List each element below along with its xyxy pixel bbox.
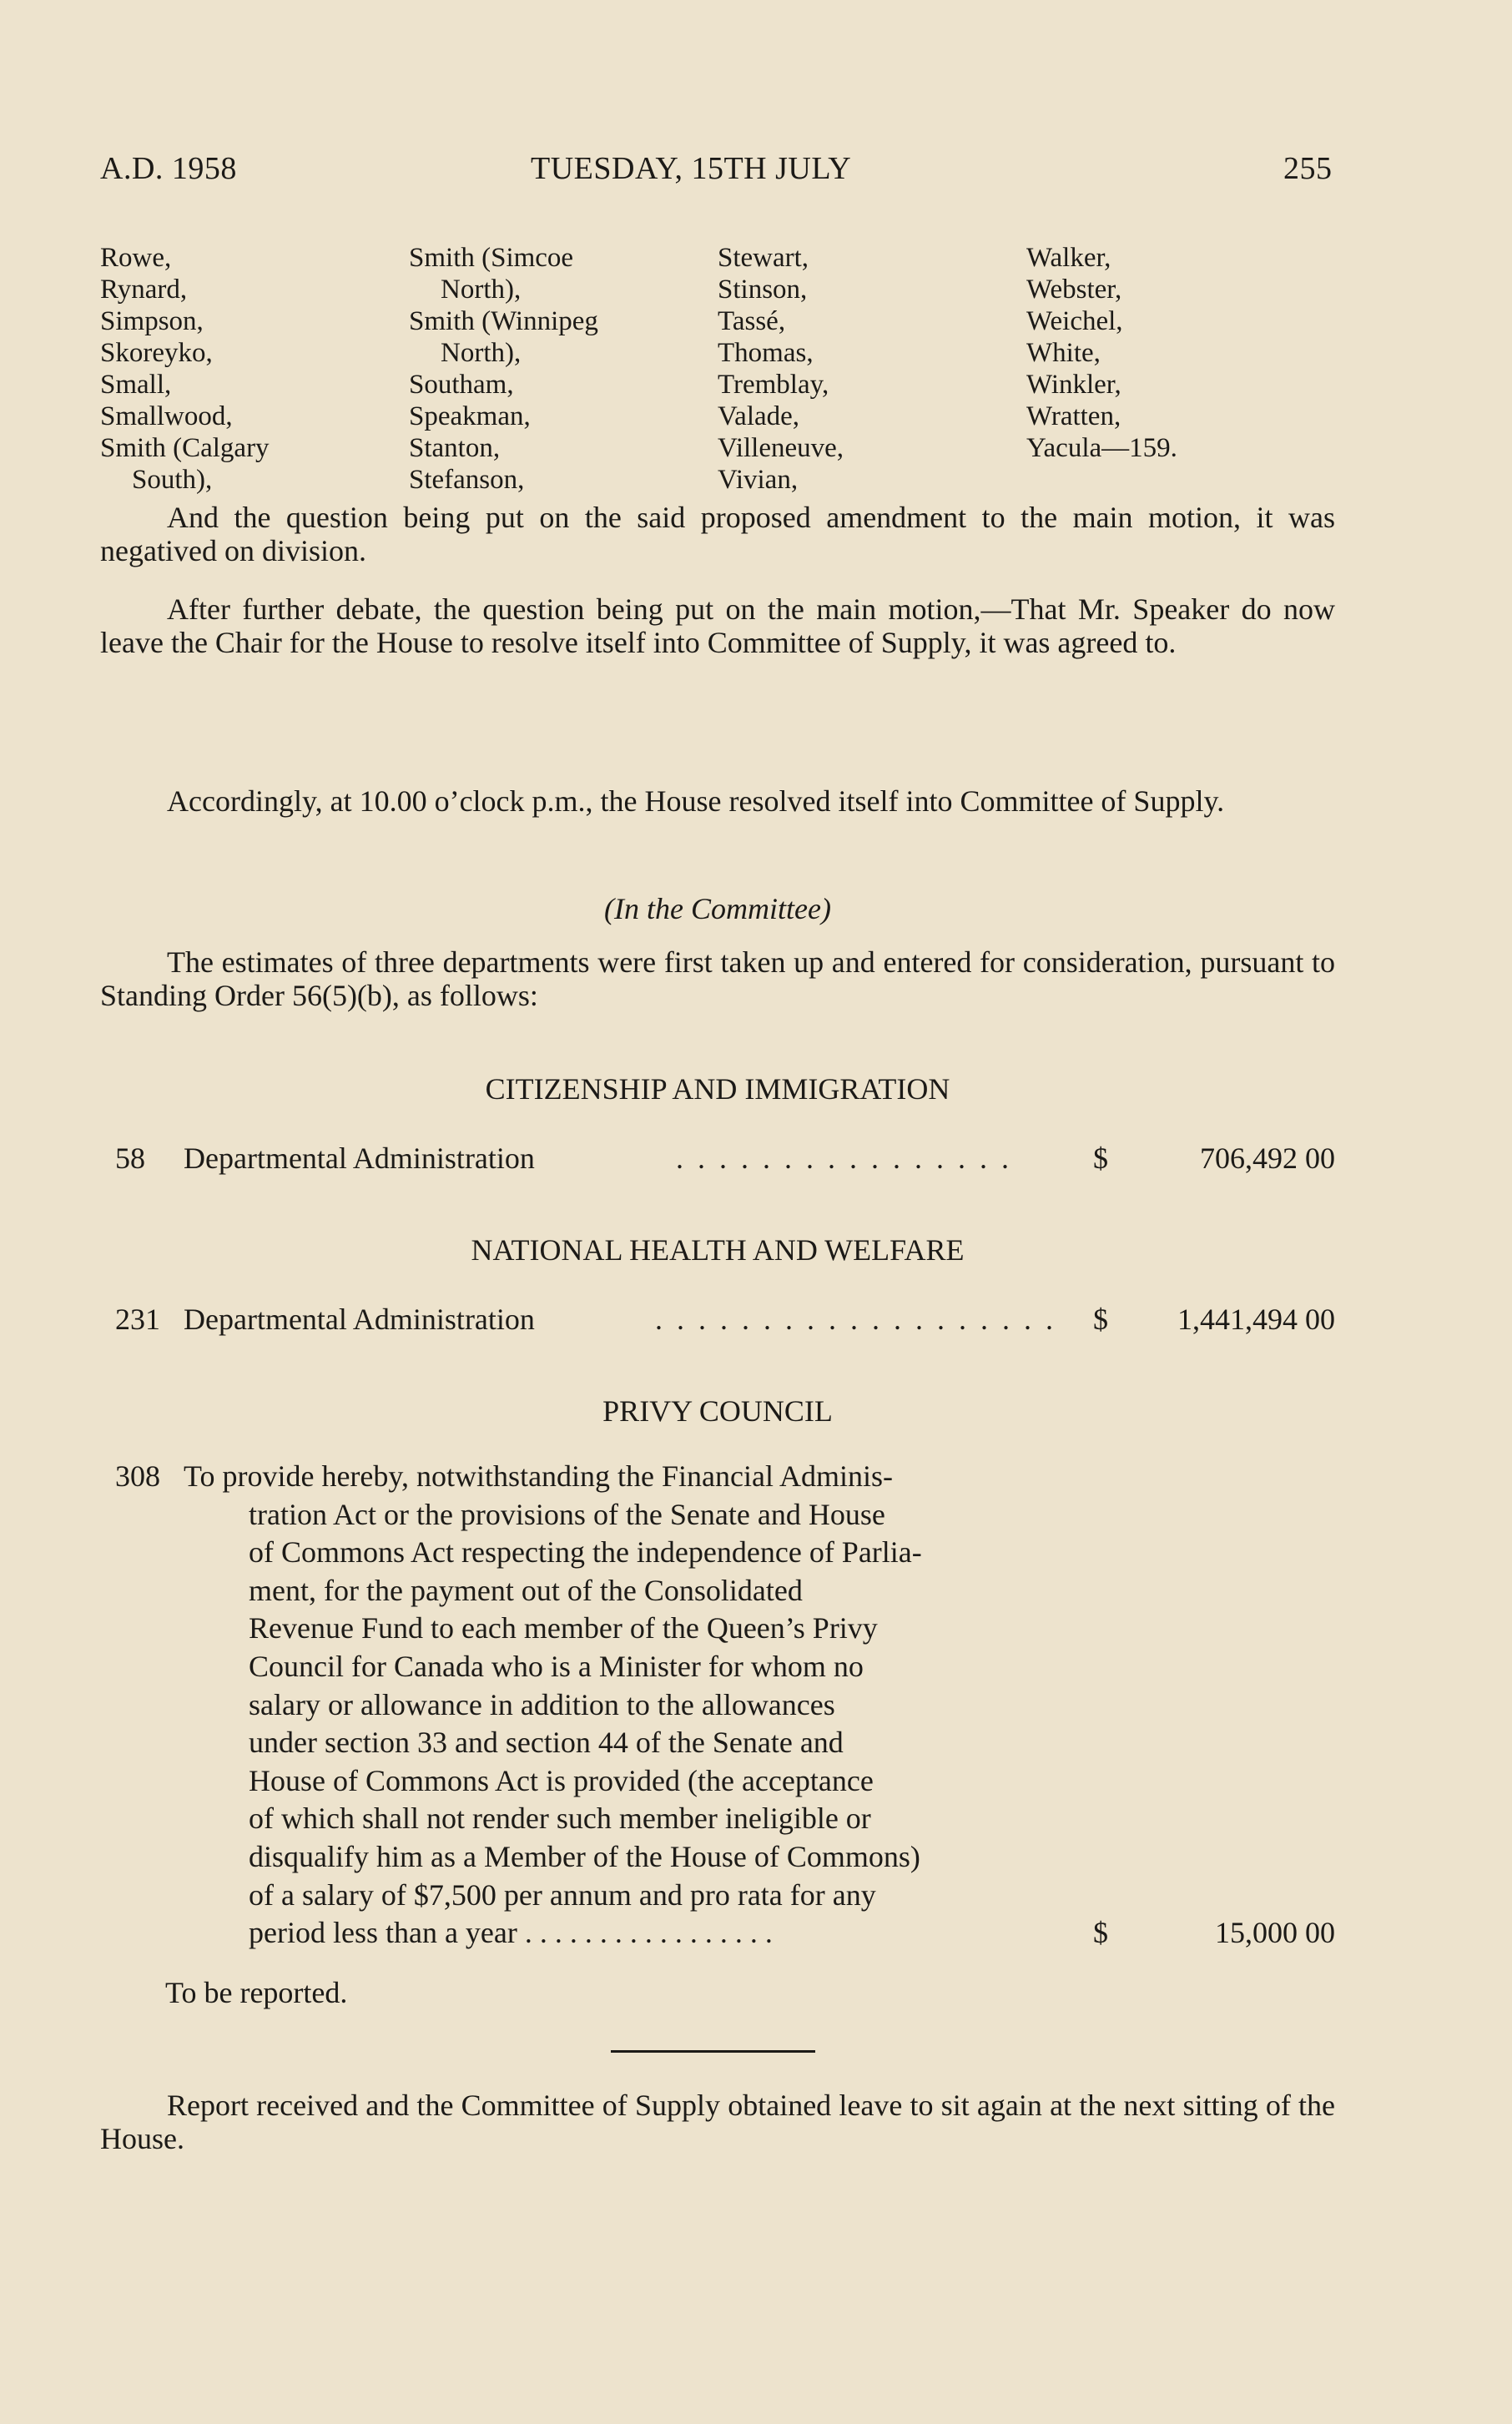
estimate-item-58 (100, 1141, 1335, 1176)
member-name: North), (441, 338, 522, 368)
heading-privy-council: PRIVY COUNCIL (602, 1394, 833, 1428)
dot-leader: . . . . . . . . . . . . . . . . . . . (655, 1303, 1056, 1336)
member-name: Rowe, (100, 243, 172, 273)
item-description: Departmental Administration (184, 1303, 535, 1336)
estimate-item-231 (100, 1302, 1335, 1337)
section-divider (611, 2050, 815, 2053)
description-line: Revenue Fund to each member of the Queen’s Privy (249, 1611, 878, 1645)
names-column-2 (409, 242, 718, 496)
paragraph-estimates: The estimates of three departments were first taken up and entered for consideration, pursuant to Standing Order 56(5)(b), as follows: (100, 945, 1335, 1012)
member-name: Stanton, (409, 433, 501, 463)
description-line: disqualify him as a Member of the House of Commons) (249, 1839, 920, 1873)
member-name: North), (441, 275, 522, 305)
paragraph-main-motion: After further debate, the question being put on the main motion,—That Mr. Speaker do now leave the Chair for the House to resolve itself into Committee of Supply, it was agreed to. (100, 592, 1335, 659)
description-line: ment, for the payment out of the Consolidated (249, 1573, 803, 1607)
member-name: Walker, (1026, 243, 1111, 273)
description-line: House of Commons Act is provided (the acceptance (249, 1763, 874, 1797)
description-line: To provide hereby, notwithstanding the Financial Adminis- (184, 1459, 894, 1493)
description-line: of a salary of $7,500 per annum and pro rata for any (249, 1877, 876, 1912)
description-line: salary or allowance in addition to the allowances (249, 1687, 835, 1721)
to-be-reported: To be reported. (165, 1976, 348, 2009)
paragraph-report-received: Report received and the Committee of Supply obtained leave to sit again at the next sitting of the House. (100, 2089, 1335, 2155)
page-number: 255 (1283, 151, 1333, 186)
description-line: Council for Canada who is a Minister for whom no (249, 1649, 864, 1683)
description-line: under section 33 and section 44 of the Senate and (249, 1726, 844, 1760)
member-name: Skoreyko, (100, 338, 213, 368)
member-name: Thomas, (718, 338, 814, 368)
member-name: Southam, (409, 370, 514, 400)
item-number: 58 (115, 1141, 145, 1175)
description-line: of which shall not render such member ineligible or (249, 1802, 871, 1836)
member-name: Weichel, (1026, 306, 1123, 336)
dollar-sign: $ (1093, 1303, 1108, 1336)
division-names-list (100, 242, 1335, 496)
member-name: Smith (Simcoe (409, 243, 574, 273)
member-name: Wratten, (1026, 401, 1121, 431)
member-name: White, (1026, 338, 1101, 368)
names-column-3 (718, 242, 1026, 496)
item-number: 308 (115, 1459, 160, 1493)
member-name: Villeneuve, (718, 433, 844, 463)
item-amount: 15,000 00 (1215, 1916, 1335, 1949)
names-column-1 (100, 242, 409, 496)
item-description (184, 1458, 1031, 1953)
description-line: of Commons Act respecting the independence of Parlia- (249, 1535, 922, 1570)
item-description: Departmental Administration (184, 1141, 535, 1175)
header-year: A.D. 1958 (100, 151, 237, 186)
member-name: Stinson, (718, 275, 808, 305)
member-name: Yacula—159. (1026, 433, 1177, 463)
member-name: Valade, (718, 401, 800, 431)
heading-citizenship: CITIZENSHIP AND IMMIGRATION (485, 1072, 950, 1106)
member-name: Smith (Winnipeg (409, 306, 598, 336)
paragraph-committee-resolved: Accordingly, at 10.00 o’clock p.m., the House resolved itself into Committee of Supply. (167, 784, 1225, 818)
names-column-4 (1026, 242, 1335, 496)
description-line: tration Act or the provisions of the Senate and House (249, 1497, 885, 1531)
member-name: Winkler, (1026, 370, 1121, 400)
member-name: South), (132, 465, 213, 495)
member-name: Tremblay, (718, 370, 829, 400)
in-committee-label: (In the Committee) (604, 892, 831, 925)
item-number: 231 (115, 1303, 160, 1336)
member-name: Simpson, (100, 306, 204, 336)
description-line: period less than a year . . . . . . . . . . . . . . . . . (249, 1916, 773, 1950)
member-name: Stewart, (718, 243, 809, 273)
dot-leader: . . . . . . . . . . . . . . . . (676, 1141, 1012, 1175)
member-name: Tassé, (718, 306, 786, 336)
member-name: Stefanson, (409, 465, 525, 495)
member-name: Smith (Calgary (100, 433, 270, 463)
paragraph-amendment-result: And the question being put on the said proposed amendment to the main motion, it was negatived on division. (100, 501, 1335, 567)
member-name: Small, (100, 370, 172, 400)
header-date: TUESDAY, 15TH JULY (531, 151, 852, 186)
member-name: Vivian, (718, 465, 799, 495)
member-name: Webster, (1026, 275, 1122, 305)
dollar-sign: $ (1093, 1916, 1108, 1949)
dollar-sign: $ (1093, 1141, 1108, 1175)
member-name: Speakman, (409, 401, 531, 431)
member-name: Smallwood, (100, 401, 233, 431)
heading-health-welfare: NATIONAL HEALTH AND WELFARE (471, 1233, 965, 1267)
member-name: Rynard, (100, 275, 188, 305)
item-amount: 706,492 00 (1200, 1141, 1335, 1175)
item-amount: 1,441,494 00 (1177, 1303, 1335, 1336)
